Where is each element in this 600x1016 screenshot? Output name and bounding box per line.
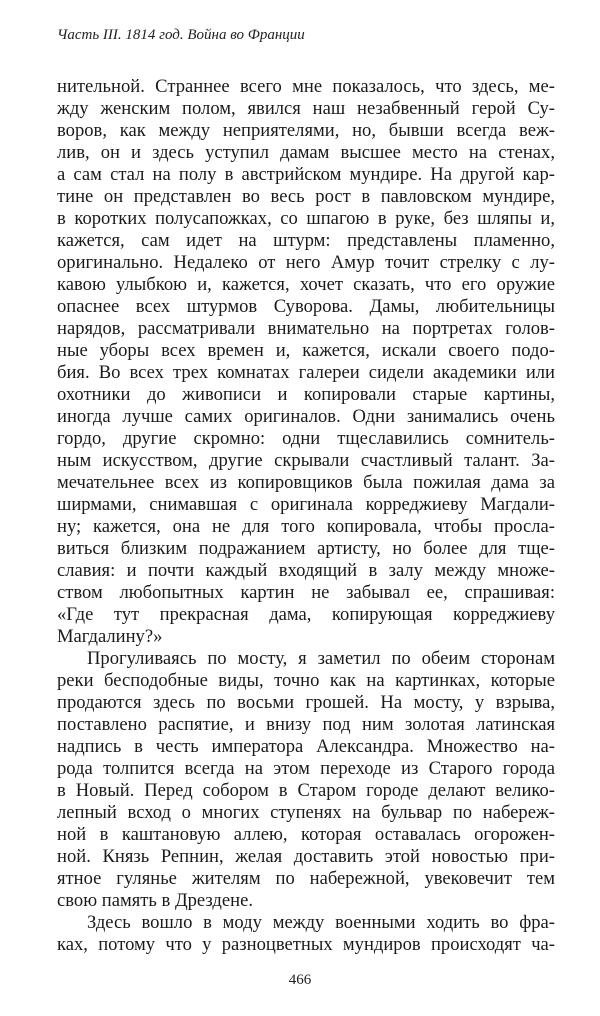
body-text	[57, 76, 555, 956]
text-line: мечательнее всех из копировщиков была пожилая дама за	[57, 472, 555, 493]
text-line: ным искусством, другие скрывали счастливый талант. За-	[57, 450, 555, 471]
text-line: реки бесподобные виды, точно как на картинках, которые	[57, 670, 555, 691]
text-line: гордо, другие скромно: одни тщеславились сомнитель-	[57, 428, 555, 449]
text-line: свою память в Дрездене.	[57, 890, 253, 911]
text-line: жду женским полом, явился наш незабвенный герой Су-	[57, 98, 555, 119]
text-line: кажется, сам идет на штурм: представлены пламенно,	[57, 230, 555, 251]
paragraph	[57, 648, 555, 912]
text-line: ные уборы всех времен и, кажется, искали своего подо-	[57, 340, 555, 361]
text-line: ятное гулянье жителям по набережной, увековечит тем	[57, 868, 555, 889]
text-line: иногда лучше самих оригиналов. Одни занимались очень	[57, 406, 555, 427]
text-line: бия. Во всех трех комнатах галереи сидели академики или	[57, 362, 555, 383]
text-line: Прогуливаясь по мосту, я заметил по обеим сторонам	[87, 648, 555, 669]
text-line: воров, как между неприятелями, но, бывши всегда веж-	[57, 120, 555, 141]
text-line: рода толпится всегда на этом переходе из Старого города	[57, 758, 555, 779]
text-line: тине он представлен во весь рост в павловском мундире,	[57, 186, 555, 207]
text-line: «Где тут прекрасная дама, копирующая корреджиеву	[57, 604, 555, 625]
text-line: кавою улыбкою и, кажется, хочет сказать, что его оружие	[57, 274, 555, 295]
text-line: ках, потому что у разноцветных мундиров происходят ча-	[57, 934, 555, 955]
text-line: ширмами, снимавшая с оригинала корреджиеву Магдали-	[57, 494, 555, 515]
text-line: нарядов, рассматривали внимательно на портретах голов-	[57, 318, 555, 339]
text-line: опаснее всех штурмов Суворова. Дамы, любительницы	[57, 296, 555, 317]
text-line: продаются здесь по восьми грошей. На мосту, у взрыва,	[57, 692, 555, 713]
paragraph	[57, 76, 555, 648]
text-line: ной. Князь Репнин, желая доставить этой новостью при-	[57, 846, 555, 867]
text-line: ством любопытных картин не забывал ее, спрашивая:	[57, 582, 555, 603]
text-line: поставлено распятие, и внизу под ним золотая латинская	[57, 714, 555, 735]
text-line: лепный всход о многих ступенях на бульвар по набереж-	[57, 802, 555, 823]
text-line: ну; кажется, она не для того копировала, чтобы просла-	[57, 516, 555, 537]
paragraph	[57, 912, 555, 956]
text-line: Здесь вошло в моду между военными ходить во фра-	[87, 912, 555, 933]
running-title: Часть III. 1814 год. Война во Франции	[57, 27, 305, 43]
text-line: оригинально. Недалеко от него Амур точит стрелку с лу-	[57, 252, 555, 273]
text-line: Магдалину?»	[57, 626, 163, 647]
text-line: а сам стал на полу в австрийском мундире. На другой кар-	[57, 164, 555, 185]
text-line: славия: и почти каждый входящий в залу между множе-	[57, 560, 555, 581]
text-line: лив, он и здесь уступил дамам высшее место на стенах,	[57, 142, 555, 163]
text-line: в коротких полусапожках, со шпагою в руке, без шляпы и,	[57, 208, 555, 229]
text-line: виться близким подражанием артисту, но более для тще-	[57, 538, 555, 559]
page-number: 466	[288, 972, 312, 988]
text-line: ной в каштановую аллею, которая оставалась огорожен-	[57, 824, 555, 845]
text-line: нительной. Страннее всего мне показалось, что здесь, ме-	[57, 76, 555, 97]
text-line: надпись в честь императора Александра. Множество на-	[57, 736, 555, 757]
text-line: в Новый. Перед собором в Старом городе делают велико-	[57, 780, 555, 801]
text-line: охотники до живописи и копировали старые картины,	[57, 384, 555, 405]
